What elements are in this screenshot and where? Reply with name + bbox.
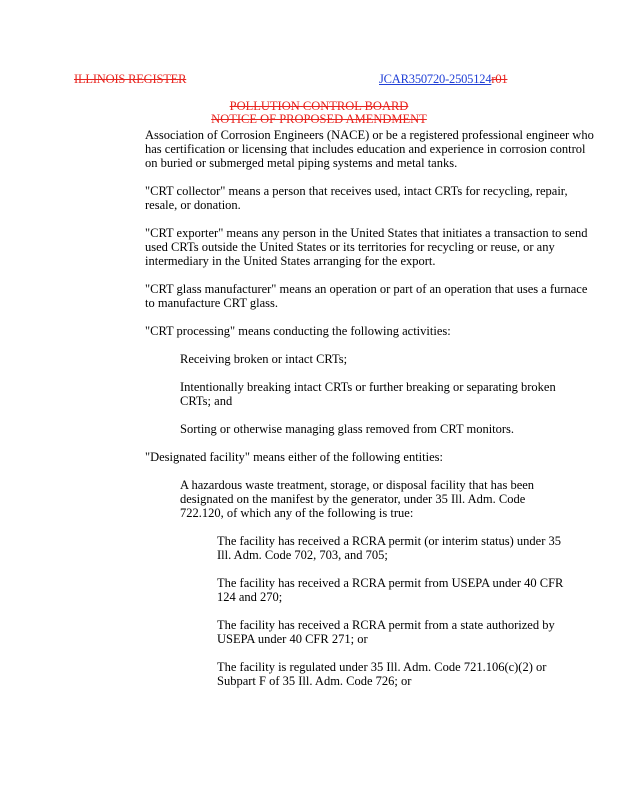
- paragraph: "CRT collector" means a person that receives used, intact CRTs for recycling, repair, resale, or donation.: [145, 184, 568, 212]
- paragraph: Sorting or otherwise managing glass removed from CRT monitors.: [180, 422, 515, 436]
- paragraph: "Designated facility" means either of the following entities:: [145, 450, 443, 464]
- paragraph: "CRT exporter" means any person in the United States that initiates a transaction to send used CRTs outside the United States or its territories for recycling or reuse, or any intermediary in the United States arranging for the export.: [145, 226, 588, 268]
- notice-heading: NOTICE OF PROPOSED AMENDMENT: [211, 112, 427, 126]
- section-heading: POLLUTION CONTROL BOARD: [229, 99, 409, 113]
- jcar-suffix: r01: [491, 72, 508, 86]
- paragraph: The facility is regulated under 35 Ill. Adm. Code 721.106(c)(2) or Subpart F of 35 Ill. Adm. Code 726; or: [217, 660, 547, 688]
- paragraph: "CRT processing" means conducting the following activities:: [145, 324, 451, 338]
- jcar-reference: [379, 72, 507, 86]
- paragraph: The facility has received a RCRA permit from USEPA under 40 CFR 124 and 270;: [217, 576, 564, 604]
- register-title: ILLINOIS REGISTER: [74, 72, 187, 86]
- paragraph: Intentionally breaking intact CRTs or further breaking or separating broken CRTs; and: [180, 380, 556, 408]
- jcar-code: JCAR350720-2505124: [379, 72, 492, 86]
- paragraph: The facility has received a RCRA permit (or interim status) under 35 Ill. Adm. Code 702, 703, and 705;: [217, 534, 562, 562]
- notice-headings: [0, 100, 618, 126]
- paragraph: "CRT glass manufacturer" means an operation or part of an operation that uses a furnace to manufacture CRT glass.: [145, 282, 588, 310]
- paragraph: Association of Corrosion Engineers (NACE) or be a registered professional engineer who has certification or licensing that includes education and experience in corrosion control on buried or submerged metal piping systems and metal tanks.: [145, 128, 594, 170]
- document-body: [145, 128, 595, 702]
- paragraph: A hazardous waste treatment, storage, or disposal facility that has been designated on the manifest by the generator, under 35 Ill. Adm. Code 722.120, of which any of the following is true:: [180, 478, 535, 520]
- paragraph: Receiving broken or intact CRTs;: [180, 352, 348, 366]
- paragraph: The facility has received a RCRA permit from a state authorized by USEPA under 40 CFR 271; or: [217, 618, 555, 646]
